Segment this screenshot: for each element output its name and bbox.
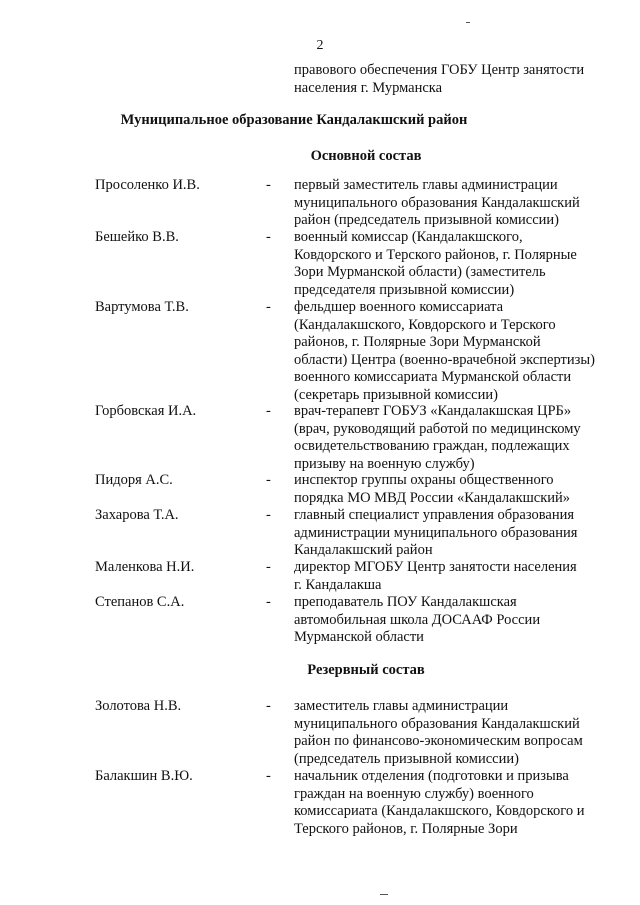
member-position <box>294 299 624 405</box>
position-line: (врач, руководящий работой по медицинскому <box>294 420 581 437</box>
member-dash: - <box>266 594 271 610</box>
position-line: комиссариата (Кандалакшского, Ковдорского и <box>294 803 585 820</box>
intro-text <box>294 61 614 97</box>
member-dash: - <box>266 299 271 315</box>
position-line: (секретарь призывной комиссии) <box>294 386 498 403</box>
position-line: инспектор группы охраны общественного <box>294 472 554 488</box>
position-line: порядка МО МВД России «Кандалакшский» <box>294 489 571 506</box>
position-line: врач-терапевт ГОБУЗ «Кандалакшская ЦРБ» <box>294 403 572 419</box>
scan-mark <box>466 22 470 23</box>
position-line: г. Кандалакша <box>294 576 382 593</box>
member-name: Захарова Т.А. <box>95 507 179 523</box>
position-line: освидетельствованию граждан, подлежащих <box>294 438 570 455</box>
position-line: военный комиссар (Кандалакшского, <box>294 229 523 245</box>
member-dash: - <box>266 229 271 245</box>
position-line: районов, г. Полярные Зори Мурманской <box>294 334 541 351</box>
position-line: области) Центра (военно-врачебной экспертизы) <box>294 351 595 368</box>
member-dash: - <box>266 559 271 575</box>
member-dash: - <box>266 177 271 193</box>
position-line: директор МГОБУ Центр занятости населения <box>294 559 577 575</box>
position-line: первый заместитель главы администрации <box>294 177 558 193</box>
position-line: главный специалист управления образования <box>294 507 575 523</box>
member-position <box>294 698 624 768</box>
member-position <box>294 472 624 507</box>
position-line: Зори Мурманской области) (заместитель <box>294 264 546 281</box>
position-line: (председатель призывной комиссии) <box>294 750 519 767</box>
member-position <box>294 768 624 838</box>
member-dash: - <box>266 768 271 784</box>
page-number: 2 <box>316 38 324 53</box>
position-line: заместитель главы администрации <box>294 698 509 714</box>
position-line: Кандалакшский район <box>294 542 433 559</box>
position-line: Мурманской области <box>294 629 424 646</box>
position-line: начальник отделения (подготовки и призыва <box>294 768 569 784</box>
member-position <box>294 507 624 560</box>
intro-line: правового обеспечения ГОБУ Центр занятости <box>294 62 585 78</box>
intro-line: населения г. Мурманска <box>294 80 443 96</box>
main-composition-heading: Основной состав <box>310 148 422 164</box>
reserve-composition-heading: Резервный состав <box>307 662 425 678</box>
member-name: Пидоря А.С. <box>95 472 173 488</box>
position-line: преподаватель ПОУ Кандалакшская <box>294 594 517 610</box>
position-line: автомобильная школа ДОСААФ России <box>294 611 541 628</box>
member-position <box>294 559 624 594</box>
position-line: район (председатель призывной комиссии) <box>294 212 560 229</box>
position-line: фельдшер военного комиссариата <box>294 299 504 315</box>
member-dash: - <box>266 507 271 523</box>
position-line: муниципального образования Кандалакшский <box>294 194 580 211</box>
position-line: призыву на военную службу) <box>294 455 475 472</box>
member-name: Бешейко В.В. <box>95 229 179 245</box>
position-line: муниципального образования Кандалакшский <box>294 715 580 732</box>
member-position <box>294 177 624 230</box>
municipality-heading: Муниципальное образование Кандалакшский район <box>120 112 468 128</box>
member-name: Степанов С.А. <box>95 594 185 610</box>
member-position <box>294 403 624 473</box>
member-name: Маленкова Н.И. <box>95 559 195 575</box>
scan-mark <box>380 894 388 895</box>
position-line: район по финансово-экономическим вопросам <box>294 733 583 750</box>
member-name: Балакшин В.Ю. <box>95 768 193 784</box>
position-line: администрации муниципального образования <box>294 524 578 541</box>
member-name: Золотова Н.В. <box>95 698 182 714</box>
position-line: военного комиссариата Мурманской области <box>294 369 572 386</box>
member-name: Горбовская И.А. <box>95 403 197 419</box>
member-name: Вартумова Т.В. <box>95 299 189 315</box>
member-dash: - <box>266 698 271 714</box>
position-line: Терского районов, г. Полярные Зори <box>294 820 518 837</box>
member-position <box>294 594 624 647</box>
position-line: Ковдорского и Терского районов, г. Полярные <box>294 246 577 263</box>
member-name: Просоленко И.В. <box>95 177 200 193</box>
member-position <box>294 229 624 299</box>
member-dash: - <box>266 472 271 488</box>
position-line: председателя призывной комиссии) <box>294 281 515 298</box>
position-line: (Кандалакшского, Ковдорского и Терского <box>294 316 556 333</box>
member-dash: - <box>266 403 271 419</box>
position-line: граждан на военную службу) военного <box>294 785 534 802</box>
